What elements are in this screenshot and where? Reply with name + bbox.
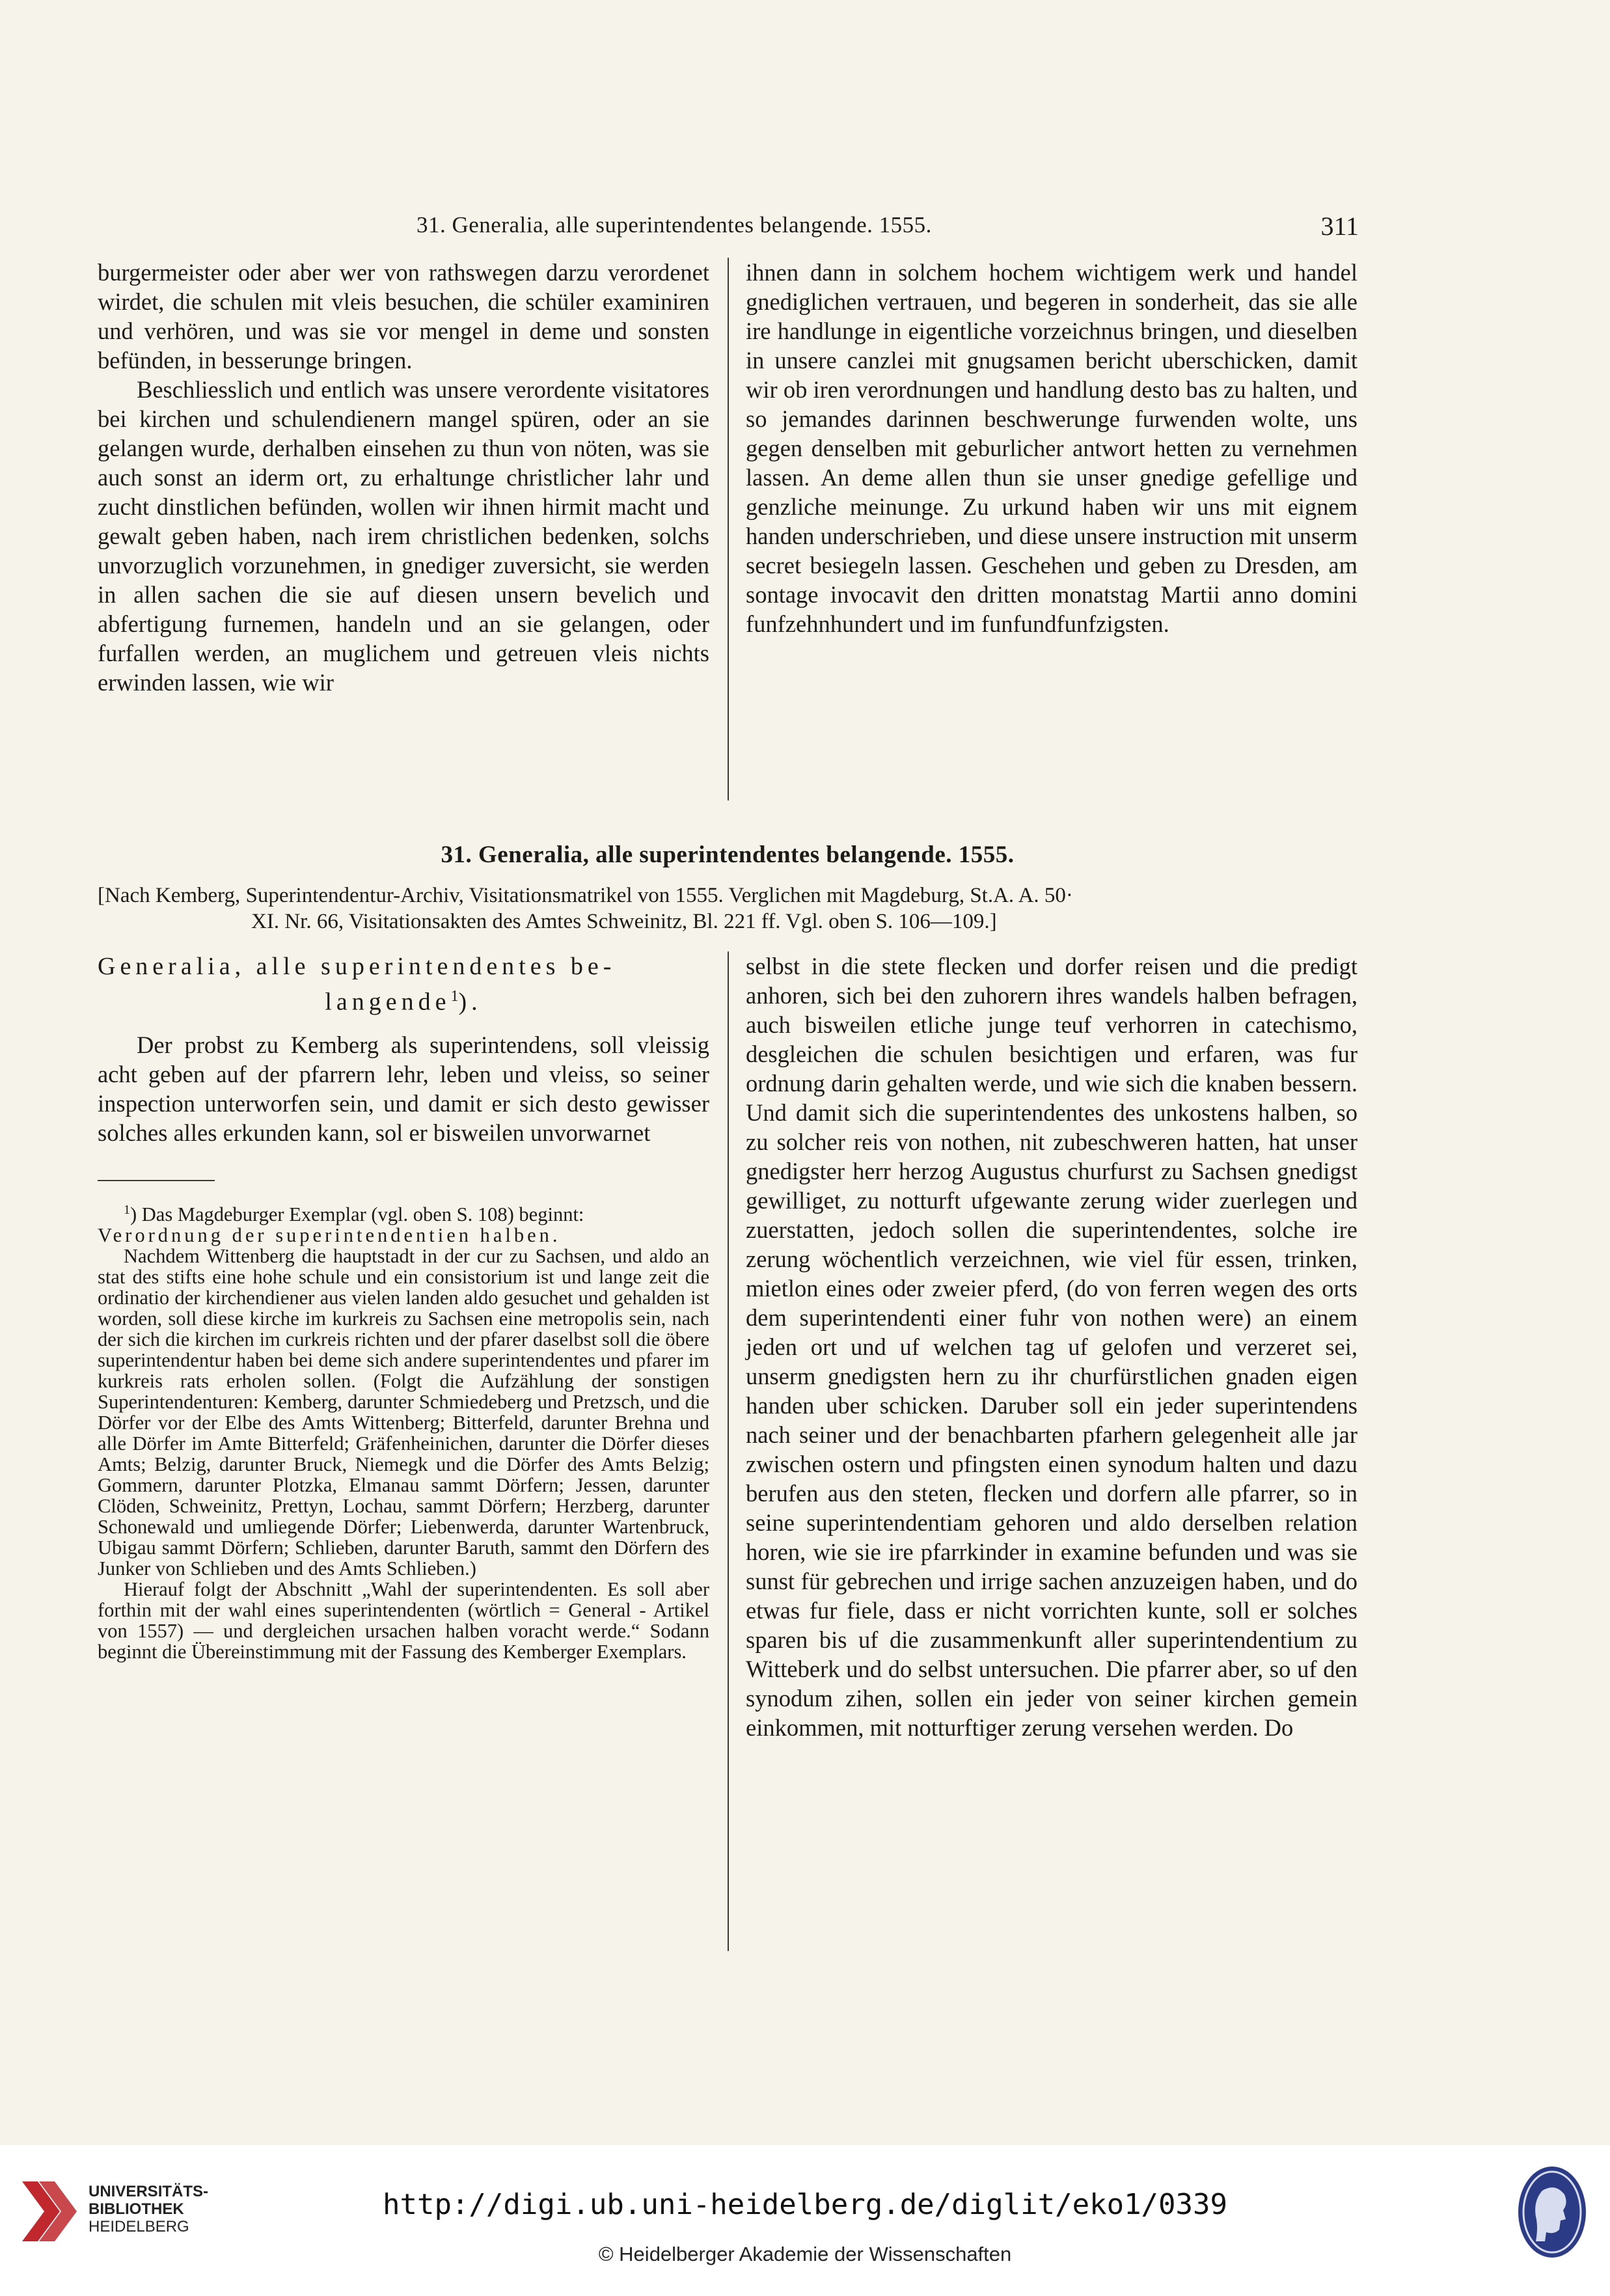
footnote-paragraph: Hierauf folgt der Abschnitt „Wahl der superintendenten. Es soll aber forthin mit der wahl eines superintendenten (wörtlich = General - Artikel von 1557) — und dergleichen ursachen halben voracht werde.“ Sodann beginnt die Übereinstimmung mit der Fassung des Kemberger Exemplars.	[98, 1578, 709, 1663]
library-line: BIBLIOTHEK	[89, 2200, 184, 2218]
footnote-spaced-title	[98, 1225, 709, 1246]
running-header	[98, 210, 1359, 249]
source-line-1: [Nach Kemberg, Superintendentur-Archiv, Visitationsmatrikel von 1555. Verglichen mit Magdeburg, St.A. A. 50·	[98, 884, 1073, 907]
spaced-title: Verordnung der superintendentien halben.	[98, 1223, 561, 1246]
page-number: 311	[1320, 212, 1359, 241]
paragraph: selbst in die stete flecken und dorfer reisen und die predigt anhoren, sich bei den zuhorern ihres wandels halben befragen, auch bisweilen etliche junge teuf verhorren in catechismo, desgleichen die schulen besichtigen und erfaren, was fur ordnung darin gehalten werde, und wie sich die knaben bessern. Und damit sich die superintendentes des unkostens halben, so zu solcher reis von nothen, nit zubeschweren hatten, hat unser gnedigster herr herzog Augustus churfurst zu Sachsen gnedigst gewilliget, zu notturft ufgewante zerung wider zuerlegen und zuerstatten, jedoch sollen die superintendentes, solche ire zerung wöchentlich verzeichnen, wie viel für essen, trinken, mietlon eines oder zweier pferd, (do von ferren wegen des orts dem superintendenti einer fuhr von nothen were) an einem jeden ort und uf welchen tag uf gelofen und verzeret sei, unserm gnedigsten hern zu ihr churfürstlichen gnaden eigen handen uber schicken. Daruber soll ein jeder superintendens nach seiner und der benachbarten pfarhern gelegenheit alle jar zwischen ostern und pfingsten einen synodum halten und dazu berufen aus den steten, flecken und dorfern alle pfarrer, so in seine superintendentiam gehoren und aldo derselben relation horen, wie sie ire pfarrkinder in examine befunden und was sie sunst für gebrechen und irrige sachen anzuzeigen haben, und do etwas fur fiele, dass er nicht vorrichten kunte, soll er solches sparen bis uf die zusammenkunft aller superintendentium zu Witteberk und do selbst untersuchen. Die pfarrer aber, so uf den synodum zihen, sollen ein jeder von seiner kirchen gemein einkommen, mit notturftiger zerung versehen werden. Do	[746, 953, 1358, 1741]
footnote-intro-text: ) Das Magdeburger Exemplar (vgl. oben S. 108) beginnt:	[130, 1203, 584, 1225]
source-line-2: XI. Nr. 66, Visitationsakten des Amtes Schweinitz, Bl. 221 ff. Vgl. oben S. 106—109.]	[251, 910, 997, 933]
top-left-column	[98, 258, 709, 697]
digitization-url-link[interactable]: http://digi.ub.uni-heidelberg.de/diglit/eko1/0339	[382, 2188, 1228, 2221]
paragraph: Beschliesslich und entlich was unsere verordente visitatores bei kirchen und schulendienern mangel spüren, oder an sie gelangen wurde, derhalben einsehen zu thun von nöten, was sie auch sonst an iderm ort, zu erhaltunge christlicher lahr und zucht dinstlichen befünden, wollen wir ihnen hirmit macht und gewalt geben haben, nach irem christlichen bedenken, solchs unvorzuglich vorzunehmen, in gnediger zuversicht, sie werden in allen sachen die sie auf diesen unsern bevelich und abfertigung furnemen, handeln und an sie gelangen, oder furfallen werden, an muglichem und getreuen vleis nichts erwinden lassen, wie wir	[98, 376, 709, 696]
paragraph: Der probst zu Kemberg als superintendens, soll vleissig acht geben auf der pfarrern lehr, leben und vleiss, so seiner inspection unterworfen sein, und damit er sich desto gewisser solches alles erkunden kann, sol er bisweilen unvorwarnet	[98, 1031, 709, 1146]
column-divider	[728, 951, 729, 1951]
title-line-1: Generalia, alle superintendentes be-	[98, 953, 616, 980]
footnote-mark: 1	[124, 1202, 130, 1217]
source-note	[98, 882, 1358, 935]
running-title: 31. Generalia, alle superintendentes belangende. 1555.	[416, 212, 932, 238]
library-line: UNIVERSITÄTS-	[89, 2183, 209, 2200]
title-word: langende	[325, 988, 451, 1016]
footnote-intro	[98, 1199, 709, 1225]
footnote-rule	[98, 1180, 215, 1181]
document-title	[98, 951, 709, 1017]
bottom-left-column	[98, 951, 709, 1662]
copyright-notice: © Heidelberger Akademie der Wissenschaften	[598, 2243, 1012, 2265]
footnote-paragraph: Nachdem Wittenberg die hauptstadt in der cur zu Sachsen, und aldo an stat des stifts eine hohe schule und ein consistorium ist und lange zeit die ordinatio der kirchendiener aus vielen landen aldo gesuchet und gehalden ist worden, soll diese kirche im kurkreis zu Sachsen eine metropolis sein, nach der sich die kirchen im curkreis richten und der pfarer daselbst soll die öbere superintendentur haben bei deme sich andere superintendentes und pfarer im kurkreis rats erholen sollen. (Folgt die Aufzählung der sonstigen Superintendenturen: Kemberg, darunter Schmiedeberg und Pretzsch, und die Dörfer vor der Elbe des Amts Wittenberg; Bitterfeld, darunter Brehna und alle Dörfer im Amte Bitterfeld; Gräfenheinichen, darunter die Dörfer dieses Amts; Belzig, darunter Bruck, Niemegk und die Dörfer des Amts Belzig; Gommern, darunter Plotzka, Elmanau sammt Dörfern; Jessen, darunter Clöden, Schweinitz, Prettyn, Lochau, sammt Dörfern; Herzberg, darunter Schonewald und umliegende Dörfer; Liebenwerda, darunter Wartenbruck, Ubigau sammt Dörfern; Schlieben, darunter Baruth, sammt den Dörfern des Junker von Schlieben und des Amts Schlieben.)	[98, 1244, 709, 1579]
paragraph: ihnen dann in solchem hochem wichtigem werk und handel gnediglichen vertrauen, und begeren in sonderheit, das sie alle ire handlunge in eigentliche vorzeichnus bringen, und dieselben in unsere canzlei mit gnugsamen bericht uberschicken, damit wir ob iren verordnungen und handlung desto bas zu halten, und so jemandes darinnen beschwerunge furwenden wolte, uns gegen denselben mit geburlicher antwort hetten zu vernehmen lassen. An deme allen thun sie unser gnedige gefellige und genzliche meinunge. Zu urkund haben wir uns mit eignem handen underschrieben, und diese unsere instruction mit unserm secret besiegeln lassen. Geschehen und geben zu Dresden, am sontage invocavit den dritten monatstag Martii anno domini funfzehnhundert und im funfundfunfzigsten.	[746, 259, 1358, 637]
paragraph: burgermeister oder aber wer von rathswegen darzu verordenet wirdet, die schulen mit vleis besuchen, die schüler examiniren und verhören, und was sie vor mengel in deme und sonsten befünden, in besserunge bringen.	[98, 259, 709, 374]
footnote-mark: 1	[450, 988, 459, 1005]
academy-seal-logo-icon	[1516, 2165, 1588, 2260]
library-line: HEIDELBERG	[89, 2218, 189, 2235]
top-right-column	[746, 258, 1358, 638]
column-divider	[728, 258, 729, 800]
bottom-right-column	[746, 951, 1358, 1742]
title-line-2	[98, 981, 709, 1017]
digitization-banner	[0, 2145, 1610, 2296]
footnote	[98, 1199, 709, 1662]
section-heading: 31. Generalia, alle superintendentes belangende. 1555.	[441, 841, 1015, 868]
title-tail: ).	[458, 988, 482, 1016]
